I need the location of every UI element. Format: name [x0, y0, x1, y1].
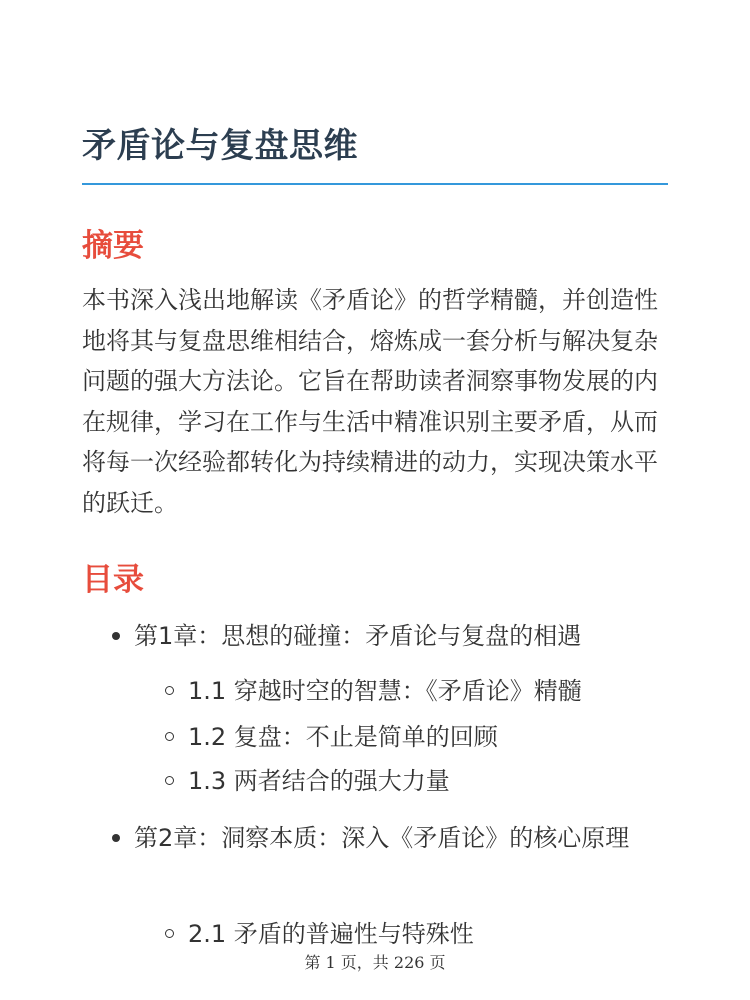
- toc-section-1-2[interactable]: [188, 717, 498, 757]
- abstract-heading: 摘要: [82, 228, 144, 264]
- toc-heading: 目录: [82, 562, 144, 598]
- toc-section-label: 1.3 两者结合的强大力量: [188, 767, 450, 795]
- abstract-body: 本书深入浅出地解读《矛盾论》的哲学精髓，并创造性地将其与复盘思维相结合，熔炼成一套分析与解决复杂问题的强大方法论。它旨在帮助读者洞察事物发展的内在规律，学习在工作与生活中精准识别主要矛盾，从而将每一次经验都转化为持续精进的动力，实现决策水平的跃迁。: [82, 286, 658, 517]
- bullet-disc-icon: [112, 632, 120, 640]
- bullet-circle-icon: [165, 732, 174, 741]
- bullet-circle-icon: [165, 776, 174, 785]
- toc-chapter-label: 第1章：思想的碰撞：矛盾论与复盘的相遇: [134, 622, 582, 650]
- toc-chapter-1[interactable]: [134, 616, 668, 656]
- document-title: 矛盾论与复盘思维: [82, 126, 358, 166]
- toc-section-1-3[interactable]: [188, 761, 450, 801]
- toc-section-label: 2.1 矛盾的普遍性与特殊性: [188, 920, 474, 948]
- toc-section-2-1[interactable]: [188, 914, 474, 954]
- page-number-footer: 第 1 页，共 226 页: [304, 953, 446, 972]
- bullet-disc-icon: [112, 834, 120, 842]
- toc-section-label: 1.1 穿越时空的智慧：《矛盾论》精髓: [188, 677, 582, 705]
- toc-section-label: 1.2 复盘：不止是简单的回顾: [188, 723, 498, 751]
- toc-chapter-label: 第2章：洞察本质：深入《矛盾论》的核心原理: [134, 824, 630, 852]
- bullet-circle-icon: [165, 686, 174, 695]
- title-divider: [82, 183, 668, 185]
- toc-section-1-1[interactable]: [188, 671, 582, 711]
- toc-chapter-2[interactable]: [134, 818, 668, 858]
- bullet-circle-icon: [165, 929, 174, 938]
